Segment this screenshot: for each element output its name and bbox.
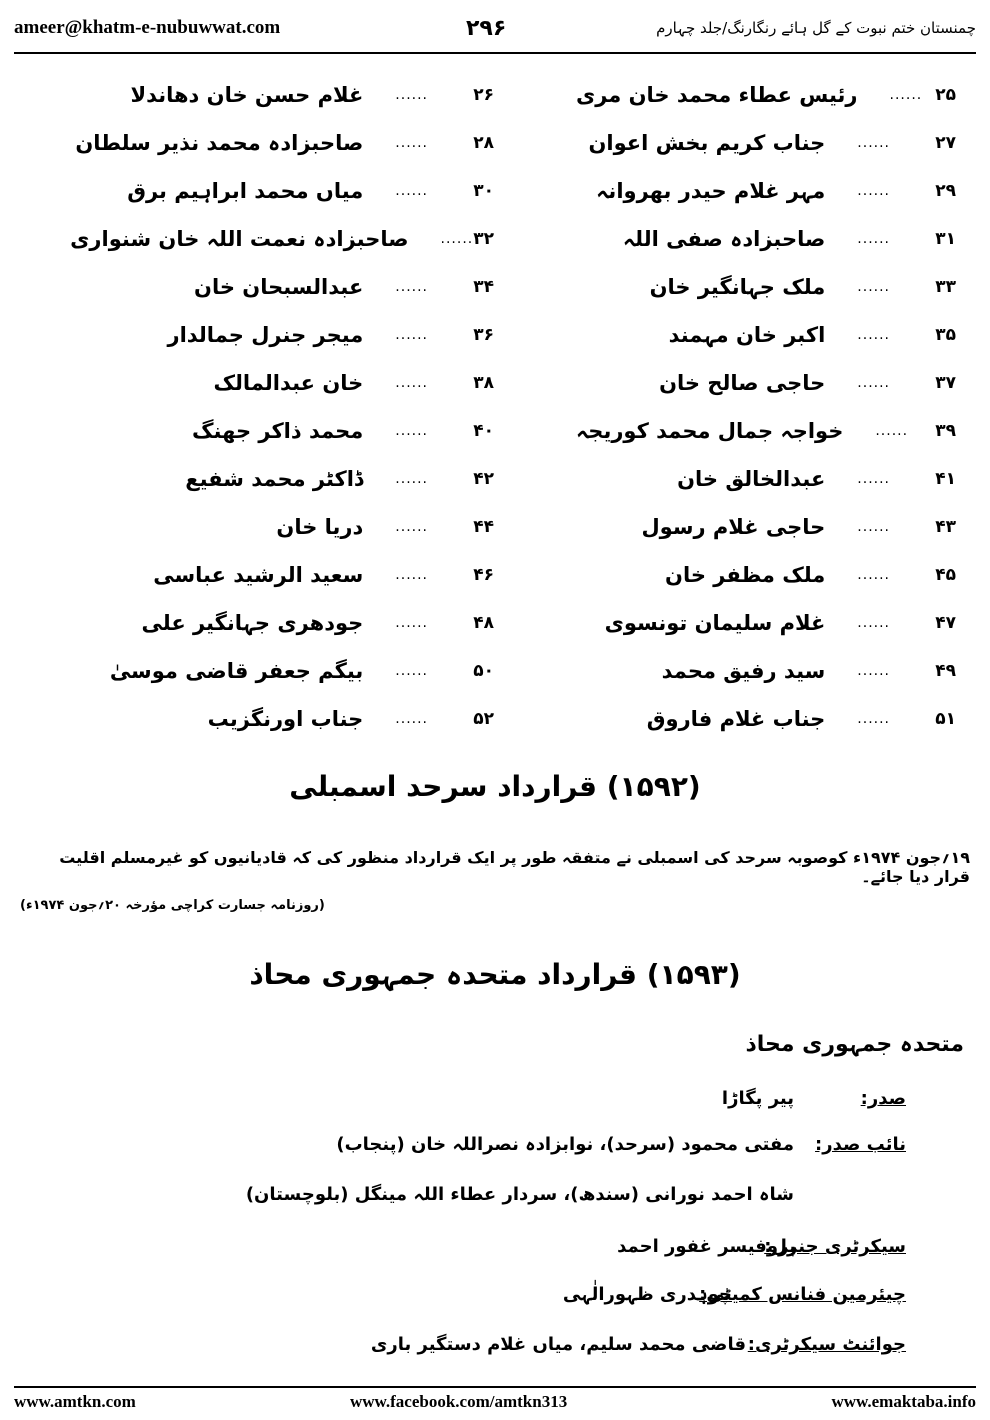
roster-entry bbox=[576, 70, 956, 120]
entry-dots: ...... bbox=[395, 567, 428, 583]
office-row-vice-president bbox=[336, 1134, 906, 1155]
entry-dots: ...... bbox=[395, 279, 428, 295]
entry-number: ۳۳ bbox=[935, 277, 956, 297]
entry-number: ۴۸ bbox=[473, 613, 494, 633]
entry-name: مہر غلام حیدر بھروانہ bbox=[596, 179, 826, 203]
office-holder: پیر پگاڑا bbox=[721, 1088, 794, 1109]
member-roster bbox=[0, 70, 990, 750]
roster-entry bbox=[576, 358, 956, 408]
entry-number: ۳۶ bbox=[473, 325, 494, 345]
entry-name: دریا خان bbox=[276, 515, 364, 539]
entry-dots: ...... bbox=[857, 471, 890, 487]
entry-dots: ...... bbox=[857, 663, 890, 679]
entry-dots: ...... bbox=[395, 711, 428, 727]
entry-dots: ...... bbox=[395, 663, 428, 679]
entry-dots: ...... bbox=[857, 567, 890, 583]
entry-number: ۳۰ bbox=[473, 181, 494, 201]
roster-entry bbox=[70, 214, 494, 264]
roster-entry bbox=[74, 550, 494, 600]
entry-number: ۳۴ bbox=[473, 277, 494, 297]
source-citation: (روزنامہ جسارت کراچی مؤرخہ ۲۰؍جون ۱۹۷۴ء) bbox=[20, 898, 325, 913]
entry-number: ۳۹ bbox=[935, 421, 956, 441]
vice-president-continued: شاہ احمد نورانی (سندھ)، سردار عطاء اللہ مینگل (بلوچستان) bbox=[245, 1184, 794, 1205]
roster-entry bbox=[576, 310, 956, 360]
entry-name: عبدالسبحان خان bbox=[194, 275, 364, 299]
entry-name: سعید الرشید عباسی bbox=[153, 563, 364, 587]
entry-name: غلام حسن خان دھاندلا bbox=[130, 83, 364, 107]
front-name-subheading: متحدہ جمہوری محاذ bbox=[745, 1032, 964, 1057]
entry-name: صاحبزادہ نعمت اللہ خان شنواری bbox=[70, 227, 409, 251]
book-title: چمنستان ختم نبوت کے گل ہائے رنگارنگ/جلد چہارم bbox=[656, 19, 976, 37]
roster-entry bbox=[576, 550, 956, 600]
office-row-president bbox=[722, 1088, 906, 1109]
office-title: صدر: bbox=[860, 1088, 906, 1109]
roster-entry bbox=[576, 502, 956, 552]
entry-number: ۴۹ bbox=[935, 661, 956, 681]
entry-name: جودھری جہانگیر علی bbox=[141, 611, 364, 635]
section-heading-1592: (۱۵۹۲) قرارداد سرحد اسمبلی bbox=[289, 770, 701, 803]
entry-dots: ...... bbox=[857, 183, 890, 199]
entry-name: صاحبزادہ صفی اللہ bbox=[622, 227, 826, 251]
entry-name: جناب کریم بخش اعوان bbox=[588, 131, 826, 155]
entry-name: غلام سلیمان تونسوی bbox=[604, 611, 826, 635]
entry-dots: ...... bbox=[857, 375, 890, 391]
entry-number: ۳۱ bbox=[935, 229, 956, 249]
office-row-finance-chairman bbox=[563, 1284, 906, 1305]
entry-name: ڈاکٹر محمد شفیع bbox=[185, 467, 364, 491]
entry-dots: ...... bbox=[395, 519, 428, 535]
entry-number: ۳۷ bbox=[935, 373, 956, 393]
office-title: نائب صدر: bbox=[815, 1134, 906, 1155]
entry-dots: ...... bbox=[440, 231, 474, 247]
roster-entry bbox=[74, 166, 494, 216]
page-footer bbox=[14, 1392, 976, 1416]
entry-number: ۴۱ bbox=[935, 469, 956, 489]
entry-number: ۲۸ bbox=[473, 133, 494, 153]
entry-dots: ...... bbox=[857, 711, 890, 727]
entry-name: بیگم جعفر قاضی موسیٰ bbox=[109, 659, 364, 683]
roster-entry bbox=[576, 694, 956, 744]
entry-number: ۲۵ bbox=[935, 85, 956, 105]
office-title: سیکرٹری جنرل: bbox=[764, 1236, 906, 1257]
entry-name: عبدالخالق خان bbox=[677, 467, 826, 491]
entry-name: ملک مظفر خان bbox=[665, 563, 826, 587]
entry-number: ۳۲ bbox=[473, 229, 494, 249]
entry-dots: ...... bbox=[395, 615, 428, 631]
roster-entry bbox=[576, 406, 956, 456]
roster-entry bbox=[576, 166, 956, 216]
entry-name: حاجی غلام رسول bbox=[641, 515, 826, 539]
roster-entry bbox=[74, 502, 494, 552]
entry-number: ۴۴ bbox=[473, 517, 494, 537]
roster-entry bbox=[74, 358, 494, 408]
entry-name: محمد ذاکر جھنگ bbox=[192, 419, 364, 443]
roster-entry bbox=[74, 694, 494, 744]
entry-dots: ...... bbox=[857, 135, 890, 151]
entry-dots: ...... bbox=[857, 327, 890, 343]
entry-number: ۵۱ bbox=[935, 709, 956, 729]
entry-number: ۴۷ bbox=[935, 613, 956, 633]
entry-name: حاجی صالح خان bbox=[659, 371, 826, 395]
entry-number: ۲۹ bbox=[935, 181, 956, 201]
entry-number: ۴۲ bbox=[473, 469, 494, 489]
entry-name: جناب غلام فاروق bbox=[646, 707, 826, 731]
roster-entry bbox=[74, 598, 494, 648]
roster-entry bbox=[576, 214, 956, 264]
office-holder: قاضی محمد سلیم، میاں غلام دستگیر باری bbox=[370, 1334, 746, 1355]
footer-link-facebook[interactable]: www.facebook.com/amtkn313 bbox=[350, 1392, 568, 1411]
entry-number: ۴۶ bbox=[473, 565, 494, 585]
resolution-paragraph: ۱۹؍جون ۱۹۷۴ء کوصوبہ سرحد کی اسمبلی نے متفقہ طور پر ایک قرارداد منظور کی کہ قادیانیوں کو غیرمسلم اقلیت قرار دیا جائے۔ bbox=[59, 848, 970, 886]
entry-number: ۴۳ bbox=[935, 517, 956, 537]
office-holder: پروفیسر غفور احمد bbox=[617, 1236, 796, 1257]
office-row-secretary-general bbox=[617, 1236, 906, 1257]
entry-dots: ...... bbox=[857, 231, 890, 247]
entry-dots: ...... bbox=[875, 423, 909, 439]
section-heading-1593: (۱۵۹۳) قرارداد متحدہ جمہوری محاذ bbox=[249, 958, 741, 991]
entry-name: خواجہ جمال محمد کوریجہ bbox=[576, 419, 844, 443]
roster-entry bbox=[576, 118, 956, 168]
entry-dots: ...... bbox=[395, 423, 428, 439]
roster-entry bbox=[74, 646, 494, 696]
office-holder: مفتی محمود (سرحد)، نوابزادہ نصراللہ خان (پنجاب) bbox=[336, 1134, 794, 1155]
entry-dots: ...... bbox=[395, 135, 428, 151]
entry-dots: ...... bbox=[889, 87, 923, 103]
entry-name: جناب اورنگزیب bbox=[207, 707, 364, 731]
roster-entry bbox=[74, 310, 494, 360]
office-row-joint-secretary bbox=[371, 1334, 906, 1355]
entry-dots: ...... bbox=[395, 375, 428, 391]
entry-number: ۴۰ bbox=[473, 421, 494, 441]
page-header bbox=[14, 10, 976, 46]
entry-dots: ...... bbox=[857, 279, 890, 295]
roster-entry bbox=[576, 598, 956, 648]
footer-divider bbox=[14, 1386, 976, 1388]
footer-link-emaktaba[interactable]: www.emaktaba.info bbox=[831, 1392, 976, 1411]
roster-entry bbox=[576, 454, 956, 504]
entry-name: ملک جہانگیر خان bbox=[649, 275, 826, 299]
roster-entry bbox=[576, 262, 956, 312]
entry-number: ۴۵ bbox=[935, 565, 956, 585]
entry-name: میجر جنرل جمالدار bbox=[167, 323, 364, 347]
entry-name: صاحبزادہ محمد نذیر سلطان bbox=[75, 131, 364, 155]
header-divider bbox=[14, 52, 976, 54]
page-number: ۲۹۶ bbox=[466, 15, 507, 41]
roster-entry bbox=[74, 118, 494, 168]
roster-entry bbox=[74, 262, 494, 312]
entry-name: رئیس عطاء محمد خان مری bbox=[576, 83, 858, 107]
entry-number: ۵۰ bbox=[473, 661, 494, 681]
entry-number: ۲۷ bbox=[935, 133, 956, 153]
entry-name: میاں محمد ابراہیم برق bbox=[127, 179, 364, 203]
entry-dots: ...... bbox=[857, 615, 890, 631]
entry-dots: ...... bbox=[857, 519, 890, 535]
roster-entry bbox=[74, 406, 494, 456]
roster-entry bbox=[576, 646, 956, 696]
entry-number: ۲۶ bbox=[473, 85, 494, 105]
entry-dots: ...... bbox=[395, 327, 428, 343]
entry-name: اکبر خان مہمند bbox=[668, 323, 826, 347]
office-title: چیئرمین فنانس کمیٹی: bbox=[699, 1284, 906, 1305]
entry-dots: ...... bbox=[395, 87, 428, 103]
entry-number: ۳۵ bbox=[935, 325, 956, 345]
entry-number: ۳۸ bbox=[473, 373, 494, 393]
roster-entry bbox=[74, 70, 494, 120]
entry-dots: ...... bbox=[395, 471, 428, 487]
entry-number: ۵۲ bbox=[473, 709, 494, 729]
entry-dots: ...... bbox=[395, 183, 428, 199]
entry-name: سید رفیق محمد bbox=[661, 659, 826, 683]
office-holder: چوہدری ظہورالٰہی bbox=[562, 1284, 732, 1305]
office-title: جوائنٹ سیکرٹری: bbox=[747, 1334, 906, 1355]
roster-entry bbox=[74, 454, 494, 504]
entry-name: خان عبدالمالک bbox=[213, 371, 364, 395]
header-email[interactable]: ameer@khatm-e-nubuwwat.com bbox=[14, 17, 281, 38]
footer-link-amtkn[interactable]: www.amtkn.com bbox=[14, 1392, 136, 1411]
